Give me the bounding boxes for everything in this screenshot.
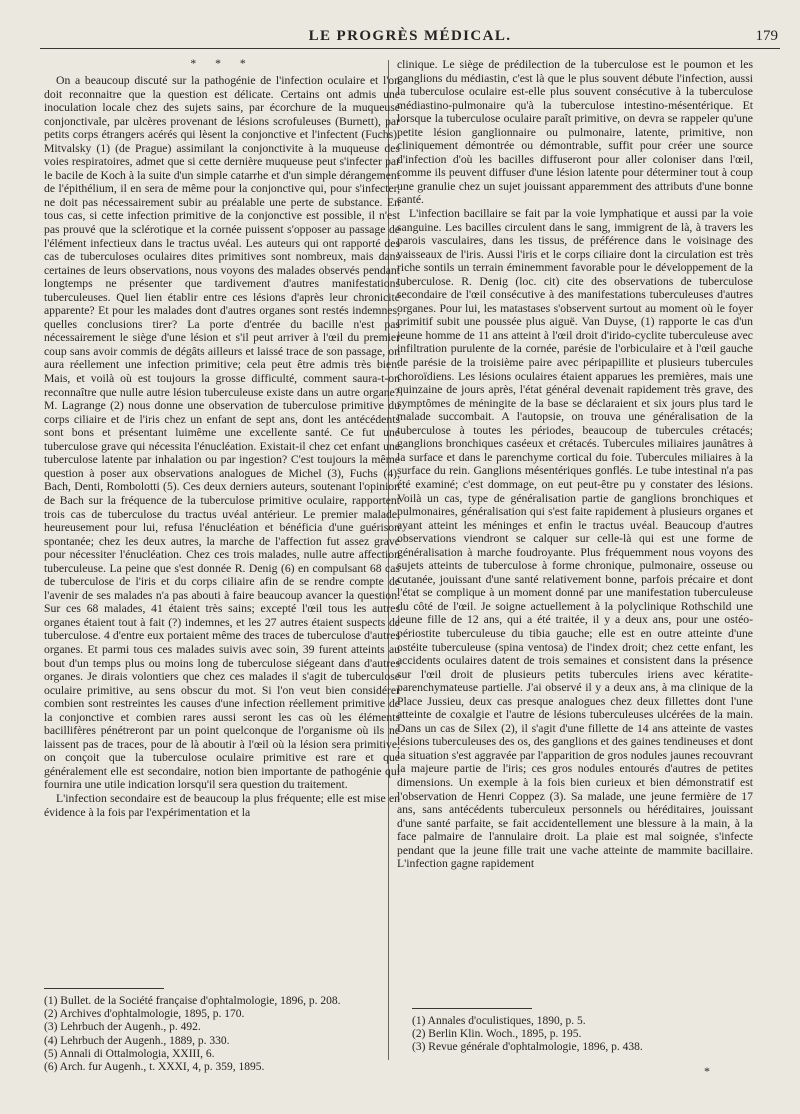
footnote: (2) Archives d'ophtalmologie, 1895, p. 170.: [44, 1008, 245, 1021]
footnote: (3) Lehrbuch der Augenh., p. 492.: [44, 1021, 201, 1034]
right-column: [397, 58, 753, 998]
left-paragraph-2: L'infection secondaire est de beaucoup la plus fréquente; elle est mise en évidence à la fois par l'expérimentation et la: [44, 791, 400, 819]
page-number: 179: [755, 28, 778, 44]
left-footnotes: [44, 988, 384, 1074]
footnote: (4) Lehrbuch der Augenh., 1889, p. 330.: [44, 1034, 230, 1047]
footnote: (6) Arch. fur Augenh., t. XXXI, 4, p. 359, 1895.: [44, 1061, 265, 1074]
footnote-rule: [412, 1008, 532, 1009]
right-footnotes: [412, 1008, 772, 1055]
left-paragraph-1: On a beaucoup discuté sur la pathogénie de l'infection oculaire et l'on doit reconnaitre que la question est délicate. Certains ont admis une inoculation locale chez des sujets sains, par écorchure de la muqueuse conjonctivale, par ulcères provenant de lésions scrofuleuses (Burnett), par petits corps étrangers acérés qui lèsent la conjonctive et l'infectent (Fuchs). Mitvalsky (1) (de Prague) assimilant la conjonctivite à la muqueuse des voies respiratoires, admet que si cette dernière muqueuse peut s'infecter par le bacile de Koch à la suite d'un simple catarrhe et d'un simple dérangement de l'épithélium, il en sera de même pour la conjonctive qui, pour s'infecter, ne doit pas nécessairement subir au préalable une perte de substance. En tous cas, si cette infection primitive de la conjonctive est possible, il n'est pas prouvé que la sclérotique et la cornée puissent s'opposer au passage de l'élément infectieux dans le tractus uvéal. Les auteurs qui ont rapporté des cas de tuberculoses oculaires dites primitives sont nombreux, mais dans certaines de leurs observations, nous voyons des malades observés pendant longtemps ne présenter que tardivement d'autres manifestations tuberculeuses. Quel lien établir entre ces lésions d'après leur chronicité apparente? Et pour les malades dont d'autres organes sont restés indemnes, quelles conclusions tirer? La porte d'entrée du bacille n'est pas nécessairement le siège d'une lésion et s'il peut arriver à l'œil du premier coup sans avoir commis de dégâts ailleurs et laissé trace de son passage, on aura réellement une infection primitive; cela peut être admis très bien. Mais, et voilà où est toujours la grosse difficulté, comment saura-t-on reconnaître que nulle autre lésion tuberculeuse existe dans un autre organe? M. Lagrange (2) nous donne une observation de tuberculose primitive du corps ciliaire et de l'iris chez un enfant de sept ans, dont les antécédents sont bons et présentant luimême une excellente santé. Ce fut une tuberculose grave qui nécessita l'énucléation. Existait-il chez cet enfant une tuberculose latente par inhalation ou par ingestion? C'est toujours la même question à poser aux observations analogues de Michel (3), Fuchs (4), Bach, Denti, Rombolotti (5). Ces deux derniers auteurs, soutenant l'opinion de Bach sur la fréquence de la tuberculose primitive oculaire, rapportent trois cas de tuberculose du tractus uvéal antérieur. Le premier malade, heureusement pour lui, refusa l'énucléation et bénéficia d'une guérison spontanée; chez les deux autres, la marche de l'affection fut assez grave pour nécessiter l'énucléation. Chez ces trois malades, nulle autre affection tuberculeuse. La peine que s'est donnée R. Denig (6) en compulsant 68 cas de tuberculose de l'iris et du corps ciliaire afin de se rendre compte de l'avenir de ses malades n'a pas abouti à faire beaucoup avancer la question. Sur ces 68 malades, 41 étaient très sains; excepté l'œil tous les autres organes étaient tout à fait (?) indemnes, et les 27 autres étaient suspects de tuberculose. 4 d'entre eux portaient même des traces de tuberculose d'autres organes. Et parmi tous ces malades suivis avec soin, 39 furent atteints au bout d'un temps plus ou moins long de tuberculose siégeant dans d'autres organes. Je dirais volontiers que chez ces malades il s'agit de tuberculose oculaire primitive, au sens obscur du mot. Si l'on veut bien considérer combien sont restreintes les causes d'une infection réellement primitive de la conjonctive et combien rares aussi seront les cas où les éléments bacillifères pénétreront par un point quelconque de l'organisme où ils ne laissent pas de traces, pour de là aboutir à l'œil où la lésion sera primitive, on conçoit que la tuberculose oculaire primitive est rare et que généralement elle est secondaire, notion bien importante de pathogénie qui fournira une utile indication lorsqu'il sera question du traitement.: [44, 74, 400, 792]
footnote: (2) Berlin Klin. Woch., 1895, p. 195.: [412, 1028, 582, 1041]
footnote: (3) Revue générale d'ophtalmologie, 1896, p. 438.: [412, 1041, 643, 1054]
running-header: [40, 26, 780, 49]
footnote: (1) Annales d'oculistiques, 1890, p. 5.: [412, 1015, 586, 1027]
journal-title: LE PROGRÈS MÉDICAL.: [308, 28, 512, 44]
section-asterism: * * *: [190, 58, 254, 70]
left-column: [44, 58, 400, 978]
footnote: (5) Annali di Ottalmologia, XXIII, 6.: [44, 1047, 215, 1060]
right-paragraph-2: L'infection bacillaire se fait par la voie lymphatique et aussi par la voie sanguine. Les bacilles circulent dans le sang, immigrent de là, à travers les parois vasculaires, dans les tissus, de préférence dans le voisinage des vaisseaux de l'iris. Aussi l'iris et le corps ciliaire dont la circulation est très riche sontils un terrain éminemment favorable pour le développement de la tuberculose. R. Denig (loc. cit) cite des observations de tuberculose secondaire de l'œil consécutive à des manifestations tuberculeuses d'autres organes. Pour lui, les matastases s'observent surtout au moment où le foyer primitif subit une poussée plus aiguë. Van Duyse, (1) rapporte le cas d'un jeune homme de 11 ans atteint à l'œil droit d'irido-cyclite tuberculeuse avec infiltration purulente de la cornée, parésie de l'orbiculaire et à l'œil gauche de parésie de la troisième paire avec péripapillite et plusieurs tubercules choroïdiens. Les lésions oculaires étaient apparues les premières, mais une quinzaine de jours après, l'état général devenait rapidement très grave, des symptômes de méningite de la base se déclaraient et six jours plus tard le malade succombait. A l'autopsie, on trouva une généralisation de la tuberculose à toutes les périodes, beaucoup de tubercules crétacés; ganglions bronchiques caséeux et crétacés. Tubercules miliaires jaunâtres à la surface et dans le parenchyme cortical du foie. Tubercules miliaires à la surface du rein. Ganglions mésentériques gonflés. Le tube intestinal n'a pas été examiné; c'est dommage, on eut peut-être pu y constater des lésions. Voilà un cas, type de généralisation partie de ganglions bronchiques et pulmonaires, généralisation qui s'est faite rapidement à plusieurs organes et ayant atteint les méninges et enfin le tractus uvéal. Beaucoup d'autres observations viendront se calquer sur celle-là qui est une forme de généralisation à marche foudroyante. Plus fréquemment nous voyons des sujets atteints de tuberculose à forme chronique, pulmonaire, osseuse ou cutanée, jouissant d'une santé relativement bonne, parfois précaire et dont l'état se complique à un moment donné par une manifestation tuberculeuse du côté de l'œil. Je soigne actuellement à la polyclinique Rothschild une jeune fille de 12 ans, qui a été traitée, il y a deux ans, pour une ostéo-périostite tuberculeuse du tibia gauche; elle est en outre atteinte d'une ostéite tuberculeuse (spina ventosa) de l'index droit; chez cette enfant, les accidents oculaires datent de trois semaines et consistent dans la présence sur l'œil droit de plusieurs petits tubercules iriens avec kératite-parenchymateuse partielle. J'ai observé il y a deux ans, à ma clinique de la Place Jussieu, deux cas presque analogues chez deux fillettes dont l'une atteinte de coxalgie et l'autre de lésions tuberculeuses ulcérées de la main. Dans un cas de Silex (2), il s'agit d'une fillette de 14 ans atteinte de vastes lésions tuberculeuses des os, des ganglions et des gaines tendineuses et dont la situation s'est aggravée par l'apparition de gros nodules jaunes recouvrant la majeure partie de l'iris; ces gros nodules entourés d'autres de petites dimensions. Un exemple à la fois bien curieux et bien démonstratif est l'observation de Henri Coppez (3). Sa malade, une jeune fermière de 17 ans, sans antécédents tuberculeux personnels ou héréditaires, jouissant d'une santé parfaite, se fait accidentellement une blessure à la main, à la face palmaire de l'annulaire droit. La plaie est mal soignée, s'infecte pendant que la jeune fille trait une vache atteinte de mammite bacillaire. L'infection gagne rapidement: [397, 207, 753, 871]
footnote: (1) Bullet. de la Société française d'ophtalmologie, 1896, p. 208.: [44, 995, 341, 1007]
right-paragraph-1: clinique. Le siège de prédilection de la tuberculose est le poumon et les ganglions du médiastin, c'est là que le plus souvent débute l'infection, aussi la tuberculose oculaire est-elle plus souvent consécutive à la tuberculose médiastino-pulmonaire qu'à la tuberculose intestino-mésentérique. Et lorsque la tuberculose oculaire paraît primitive, on devra se rappeler qu'une petite lésion ganglionnaire ou pulmonaire, latente, primitive, non cliniquement démontrée ou démontrable, suffit pour créer une source d'infection d'où les bacilles diffuseront pour aller coloniser dans l'œil, comme ils peuvent diffuser d'une lésion latente pour déterminer tout à coup une granulie chez un sujet jouissant apparemment des attributs d'une bonne santé.: [397, 58, 753, 207]
footnote-rule: [44, 988, 164, 989]
end-mark: *: [704, 1064, 710, 1078]
